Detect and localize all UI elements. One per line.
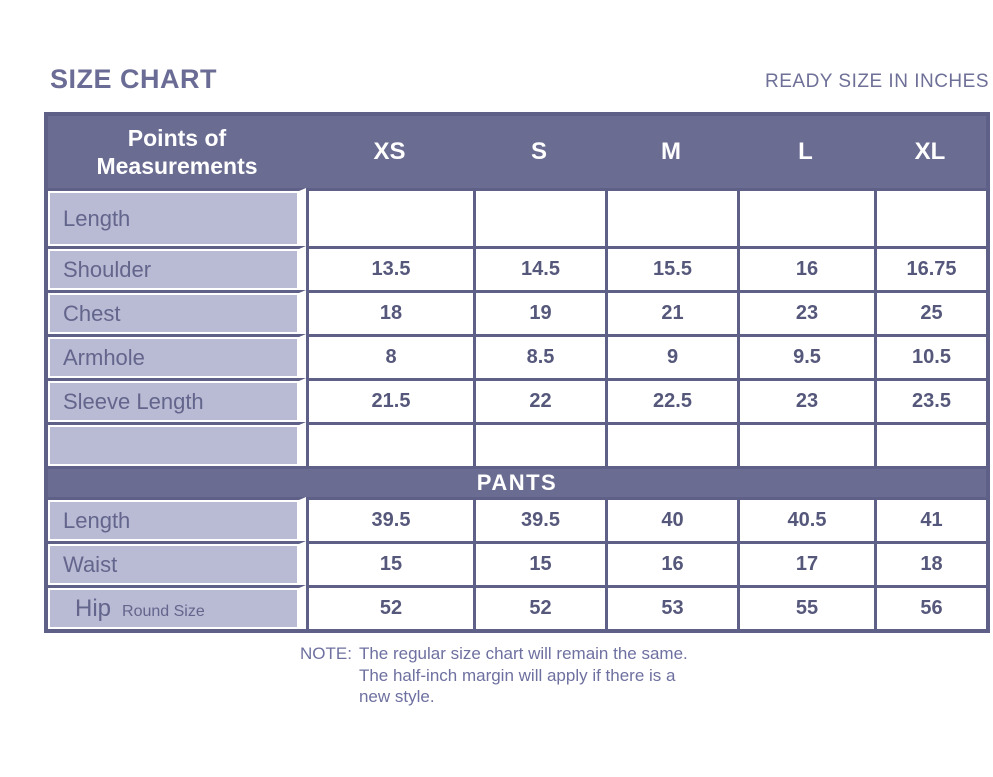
- row-label: [48, 422, 306, 466]
- page: [0, 64, 993, 777]
- section-header-row: [48, 466, 986, 497]
- table-row-empty: [48, 422, 986, 466]
- table-cell: [874, 188, 986, 246]
- column-header-s: S: [473, 116, 605, 188]
- table-cell: 18: [306, 290, 473, 334]
- row-label: Waist: [48, 541, 306, 585]
- table-row-waist: [48, 541, 986, 585]
- row-label: Shoulder: [48, 246, 306, 290]
- note-line: new style.: [358, 687, 435, 706]
- table-cell: 55: [737, 585, 874, 629]
- table-cell: 15.5: [605, 246, 737, 290]
- column-header-xs: XS: [306, 116, 473, 188]
- table-cell: 39.5: [306, 497, 473, 541]
- table-cell: [874, 422, 986, 466]
- table-cell: 14.5: [473, 246, 605, 290]
- column-header-m: M: [605, 116, 737, 188]
- table-header-row: [48, 116, 986, 188]
- table-cell: [473, 422, 605, 466]
- table-cell: 22: [473, 378, 605, 422]
- table-cell: 15: [306, 541, 473, 585]
- table-cell: 56: [874, 585, 986, 629]
- table-cell: 16: [605, 541, 737, 585]
- column-header-xl: XL: [874, 116, 986, 188]
- table-cell: 16: [737, 246, 874, 290]
- table-cell: 21.5: [306, 378, 473, 422]
- table-cell: 10.5: [874, 334, 986, 378]
- column-header-l: L: [737, 116, 874, 188]
- page-title: SIZE CHART: [50, 64, 217, 94]
- topbar: [50, 64, 989, 95]
- row-label: Chest: [48, 290, 306, 334]
- row-label: Length: [48, 188, 306, 246]
- table-cell: 22.5: [605, 378, 737, 422]
- table-cell: 15: [473, 541, 605, 585]
- table-cell: 40: [605, 497, 737, 541]
- table-cell: 52: [473, 585, 605, 629]
- table-cell: 39.5: [473, 497, 605, 541]
- table-cell: 23: [737, 290, 874, 334]
- table-cell: 8.5: [473, 334, 605, 378]
- table-cell: 52: [306, 585, 473, 629]
- row-label: Length: [48, 497, 306, 541]
- table-cell: 17: [737, 541, 874, 585]
- table-cell: [605, 188, 737, 246]
- table-cell: 9: [605, 334, 737, 378]
- table-cell: [306, 422, 473, 466]
- note-lines: [359, 643, 688, 708]
- table-cell: 9.5: [737, 334, 874, 378]
- table-cell: [605, 422, 737, 466]
- note-line: The regular size chart will remain the same.: [358, 644, 688, 663]
- note-label: NOTE:: [300, 644, 352, 663]
- table-cell: 25: [874, 290, 986, 334]
- table-cell: 19: [473, 290, 605, 334]
- table-cell: 21: [605, 290, 737, 334]
- table-cell: 8: [306, 334, 473, 378]
- hip-label: Hip: [75, 594, 112, 622]
- row-label: [48, 585, 306, 629]
- table-cell: [737, 422, 874, 466]
- table-row-pants-length: [48, 497, 986, 541]
- units-label: READY SIZE IN INCHES: [765, 71, 989, 92]
- table-cell: 13.5: [306, 246, 473, 290]
- table-cell: 23: [737, 378, 874, 422]
- table-cell: 23.5: [874, 378, 986, 422]
- table-cell: 41: [874, 497, 986, 541]
- table-cell: 16.75: [874, 246, 986, 290]
- table-cell: [737, 188, 874, 246]
- table-row-shoulder: [48, 246, 986, 290]
- table-cell: 53: [605, 585, 737, 629]
- note: [300, 643, 993, 708]
- table-row-armhole: [48, 334, 986, 378]
- table-row-length: [48, 188, 986, 246]
- table-row-sleeve-length: [48, 378, 986, 422]
- section-header-pants: PANTS: [48, 466, 986, 497]
- table-row-chest: [48, 290, 986, 334]
- table-cell: 40.5: [737, 497, 874, 541]
- table-cell: 18: [874, 541, 986, 585]
- row-label: Armhole: [48, 334, 306, 378]
- table-cell: [306, 188, 473, 246]
- note-line: The half-inch margin will apply if there is a: [358, 665, 676, 685]
- hip-sublabel: Round Size: [122, 602, 205, 620]
- table-cell: [473, 188, 605, 246]
- column-header-measurements: Points of Measurements: [48, 116, 306, 188]
- row-label: Sleeve Length: [48, 378, 306, 422]
- size-chart-table: [48, 116, 986, 629]
- table-row-hip: [48, 585, 986, 629]
- size-chart-frame: [44, 112, 990, 633]
